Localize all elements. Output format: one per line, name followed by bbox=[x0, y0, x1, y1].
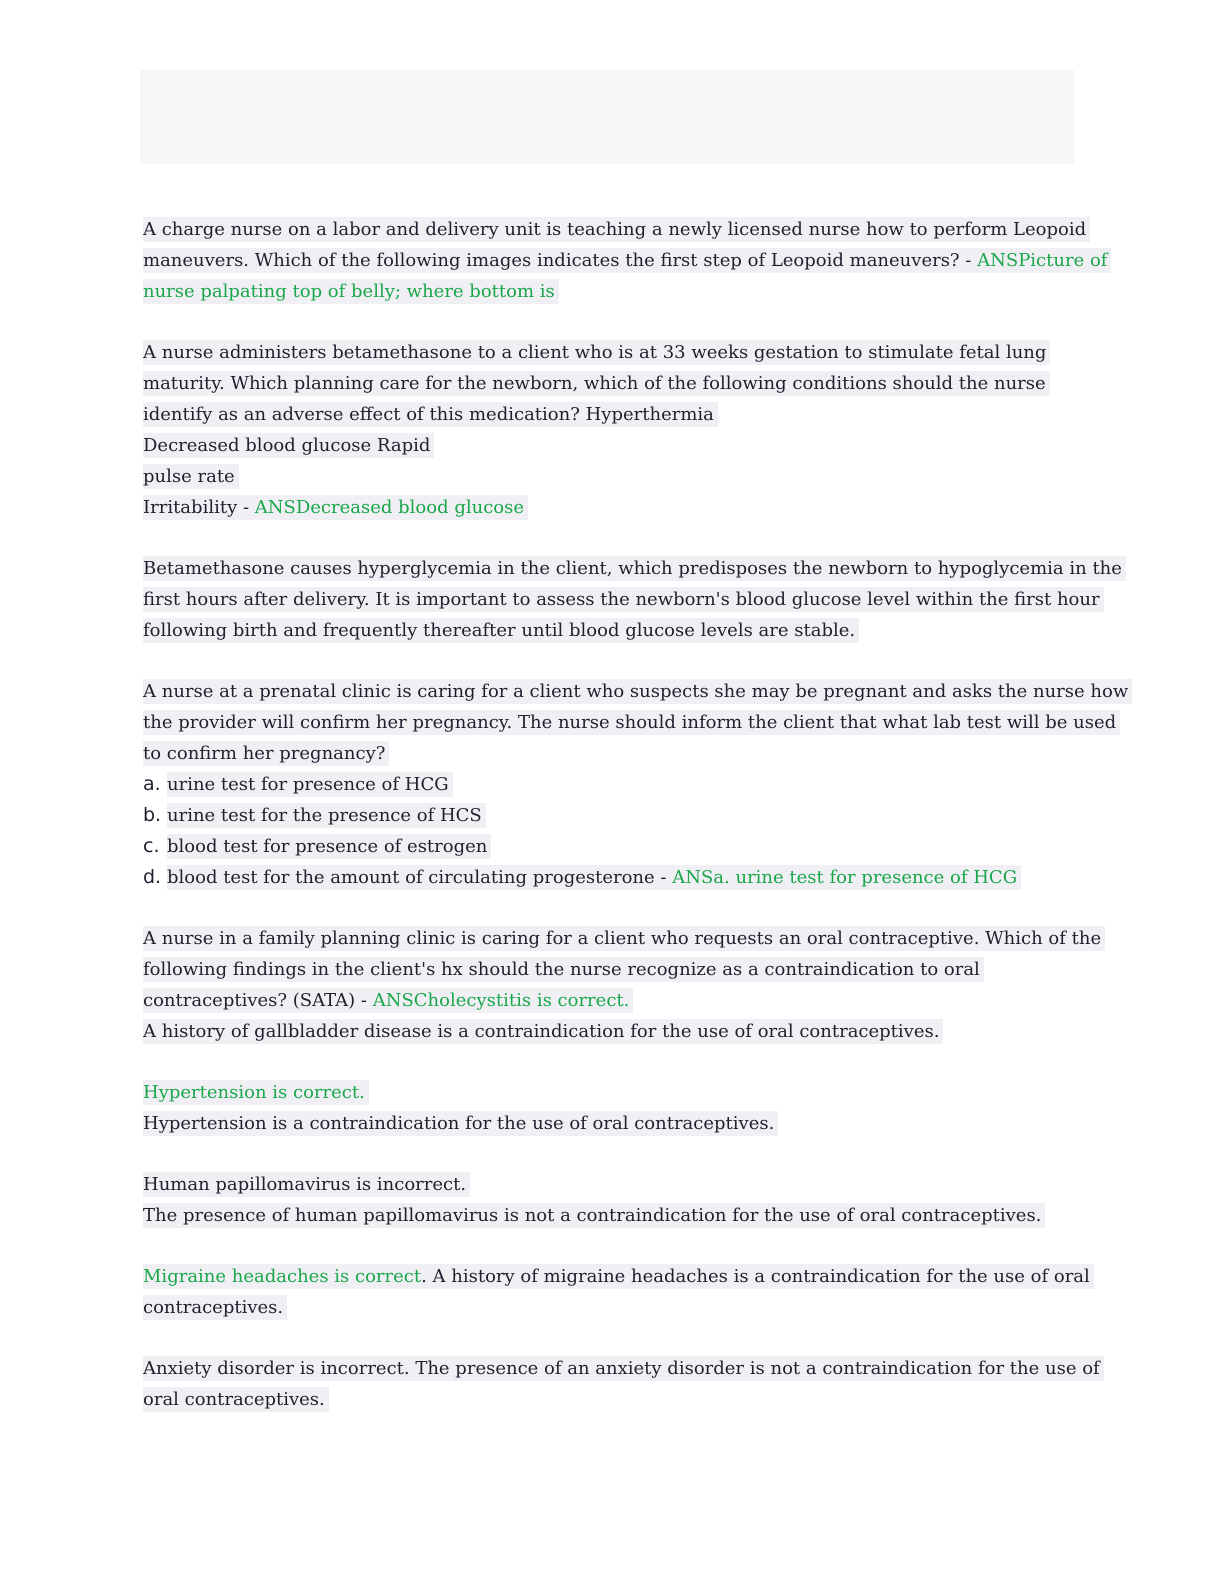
q1-answer-start: ANSPicture of bbox=[977, 250, 1108, 271]
q3-option-a bbox=[143, 769, 1068, 800]
q1-line-1: A charge nurse on a labor and delivery unit is teaching a newly licensed nurse how to perform Leopoid bbox=[143, 217, 1090, 242]
q4-line-1: A nurse in a family planning clinic is caring for a client who requests an oral contraceptive. Which of the bbox=[143, 926, 1105, 951]
q2-line-1: A nurse administers betamethasone to a client who is at 33 weeks gestation to stimulate fetal lung bbox=[143, 340, 1050, 365]
option-letter: b. bbox=[143, 804, 162, 826]
q2-answer: ANSDecreased blood glucose bbox=[254, 497, 525, 518]
migraine-line-2: contraceptives. bbox=[143, 1295, 287, 1320]
q2-line-2: maturity. Which planning care for the newborn, which of the following conditions should the nurse bbox=[143, 371, 1050, 396]
anxiety-line-1: Anxiety disorder is incorrect. The presence of an anxiety disorder is not a contraindication for the use of bbox=[143, 1356, 1104, 1381]
option-letter: d. bbox=[143, 866, 162, 888]
finding-hypertension bbox=[143, 1077, 1068, 1139]
q2-line-5: pulse rate bbox=[143, 464, 239, 489]
q4-answer: ANSCholecystitis is correct. bbox=[372, 990, 630, 1011]
q3-option-d bbox=[143, 862, 1068, 893]
question-pregnancy-test bbox=[143, 676, 1129, 893]
q2-line-4: Decreased blood glucose Rapid bbox=[143, 433, 434, 458]
option-text: urine test for presence of HCG bbox=[167, 772, 453, 797]
document-body bbox=[143, 214, 1129, 1445]
rationale-line-1: Betamethasone causes hyperglycemia in the client, which predisposes the newborn to hypoglycemia in the bbox=[143, 556, 1126, 581]
hypertension-title: Hypertension is correct. bbox=[143, 1080, 369, 1105]
hpv-title: Human papillomavirus is incorrect. bbox=[143, 1172, 470, 1197]
question-oral-contraceptive bbox=[143, 923, 1102, 1047]
rationale-betamethasone bbox=[143, 553, 1122, 646]
q3-line-2: the provider will confirm her pregnancy. The nurse should inform the client that what lab test will be used bbox=[143, 710, 1120, 735]
option-text: blood test for the amount of circulating progesterone - bbox=[167, 867, 673, 888]
option-letter: c. bbox=[143, 835, 160, 857]
q4-line-2: following findings in the client's hx should the nurse recognize as a contraindication to oral bbox=[143, 957, 984, 982]
finding-migraine bbox=[143, 1261, 1090, 1323]
finding-anxiety bbox=[143, 1353, 1100, 1415]
question-betamethasone bbox=[143, 337, 1068, 523]
q4-line-4: A history of gallbladder disease is a contraindication for the use of oral contraceptives. bbox=[143, 1019, 943, 1044]
hypertension-text: Hypertension is a contraindication for the use of oral contraceptives. bbox=[143, 1111, 778, 1136]
q2-last-prefix: Irritability - bbox=[143, 497, 255, 518]
q3-line-3: to confirm her pregnancy? bbox=[143, 741, 389, 766]
q1-answer-end: nurse palpating top of belly; where bottom is bbox=[143, 279, 559, 304]
q3-option-c bbox=[143, 831, 1068, 862]
header-band bbox=[140, 70, 1074, 164]
hpv-text: The presence of human papillomavirus is not a contraindication for the use of oral contraceptives. bbox=[143, 1203, 1045, 1228]
option-text: blood test for presence of estrogen bbox=[167, 834, 491, 859]
option-text: urine test for the presence of HCS bbox=[167, 803, 486, 828]
q3-answer: ANSa. urine test for presence of HCG bbox=[672, 867, 1018, 888]
q2-line-3: identify as an adverse effect of this medication? Hyperthermia bbox=[143, 402, 718, 427]
finding-hpv bbox=[143, 1169, 1068, 1231]
migraine-rest: . A history of migraine headaches is a contraindication for the use of oral bbox=[421, 1266, 1090, 1287]
q4-line-3-prefix: contraceptives? (SATA) - bbox=[143, 990, 373, 1011]
anxiety-line-2: oral contraceptives. bbox=[143, 1387, 329, 1412]
q1-line-2: maneuvers. Which of the following images indicates the first step of Leopoid maneuvers? - bbox=[143, 250, 978, 271]
rationale-line-2: first hours after delivery. It is important to assess the newborn's blood glucose level within the first hour bbox=[143, 587, 1104, 612]
question-leopold bbox=[143, 214, 1108, 307]
option-letter: a. bbox=[143, 773, 161, 795]
q3-option-b bbox=[143, 800, 1068, 831]
q3-line-1: A nurse at a prenatal clinic is caring for a client who suspects she may be pregnant and asks the nurse how bbox=[143, 679, 1132, 704]
rationale-line-3: following birth and frequently thereafter until blood glucose levels are stable. bbox=[143, 618, 859, 643]
migraine-title: Migraine headaches is correct bbox=[143, 1266, 422, 1287]
